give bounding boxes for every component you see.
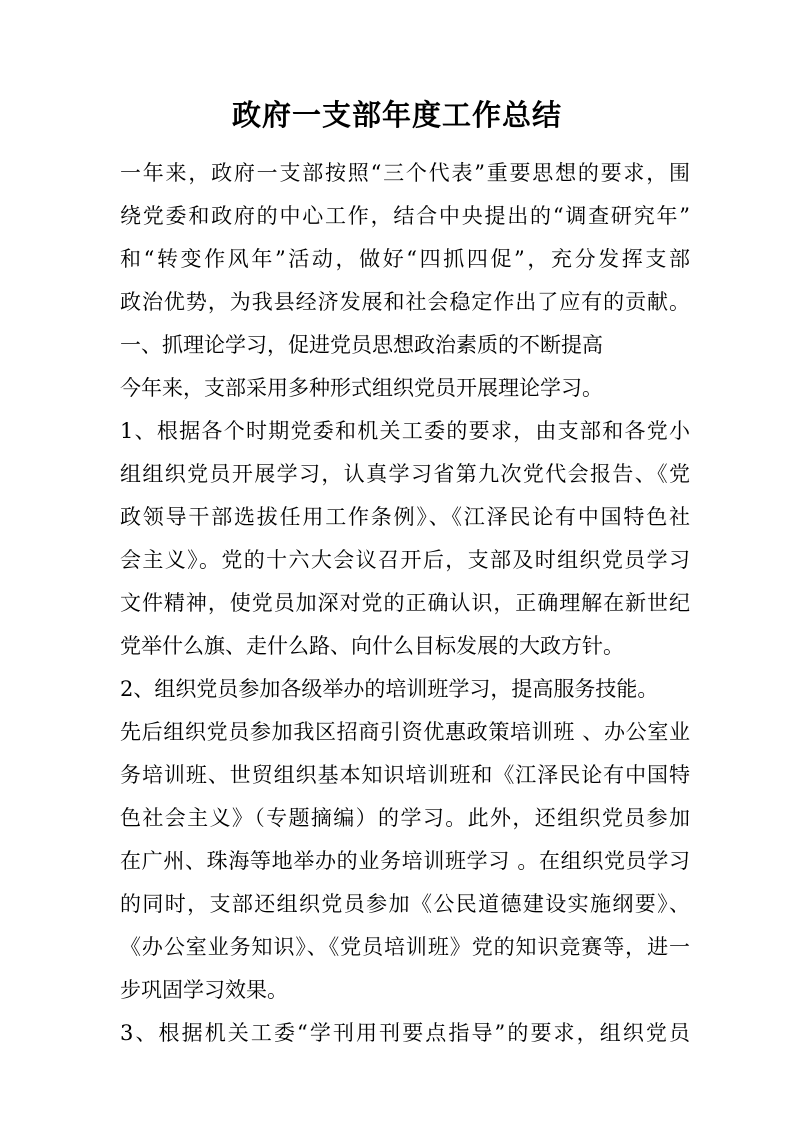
paragraph-line: 的同时，支部还组织党员参加《公民道德建设实施纲要》、 bbox=[120, 892, 690, 916]
paragraph-line: 1、根据各个时期党委和机关工委的要求，由支部和各党小 bbox=[120, 419, 690, 443]
paragraph-line: 和“转变作风年”活动，做好“四抓四促”，充分发挥支部 bbox=[120, 247, 690, 271]
paragraph-line: 《办公室业务知识》、《党员培训班》党的知识竞赛等，进一 bbox=[120, 935, 690, 959]
document-body bbox=[120, 152, 690, 1055]
paragraph-line: 绕党委和政府的中心工作，结合中央提出的“调查研究年” bbox=[120, 204, 690, 228]
paragraph-line: 今年来，支部采用多种形式组织党员开展理论学习。 bbox=[120, 376, 603, 400]
paragraph-line: 文件精神，使党员加深对党的正确认识，正确理解在新世纪 bbox=[120, 591, 690, 615]
paragraph-line: 2、组织党员参加各级举办的培训班学习，提高服务技能。 bbox=[120, 677, 659, 701]
paragraph-line: 在广州、珠海等地举办的业务培训班学习 。在组织党员学习 bbox=[120, 849, 690, 873]
paragraph-line: 会主义》。党的十六大会议召开后，支部及时组织党员学习 bbox=[120, 548, 690, 572]
section-heading: 一、抓理论学习，促进党员思想政治素质的不断提高 bbox=[120, 333, 603, 357]
paragraph-line: 色社会主义》（专题摘编）的学习。此外，还组织党员参加 bbox=[120, 806, 690, 830]
paragraph-line: 3、根据机关工委“学刊用刊要点指导”的要求，组织党员 bbox=[120, 1021, 690, 1045]
paragraph-line: 务培训班、世贸组织基本知识培训班和《江泽民论有中国特 bbox=[120, 763, 690, 787]
paragraph-line: 步巩固学习效果。 bbox=[120, 978, 288, 1002]
paragraph-line: 一年来，政府一支部按照“三个代表”重要思想的要求，围 bbox=[120, 161, 690, 185]
paragraph-line: 政治优势，为我县经济发展和社会稳定作出了应有的贡献。 bbox=[120, 290, 690, 314]
paragraph-line: 政领导干部选拔任用工作条例》、《江泽民论有中国特色社 bbox=[120, 505, 690, 529]
document-title: 政府一支部年度工作总结 bbox=[231, 98, 562, 132]
paragraph-line: 先后组织党员参加我区招商引资优惠政策培训班 、办公室业 bbox=[120, 720, 690, 744]
paragraph-line: 组组织党员开展学习，认真学习省第九次党代会报告、《党 bbox=[120, 462, 690, 486]
paragraph-line: 党举什么旗、走什么路、向什么目标发展的大政方针。 bbox=[120, 634, 624, 658]
